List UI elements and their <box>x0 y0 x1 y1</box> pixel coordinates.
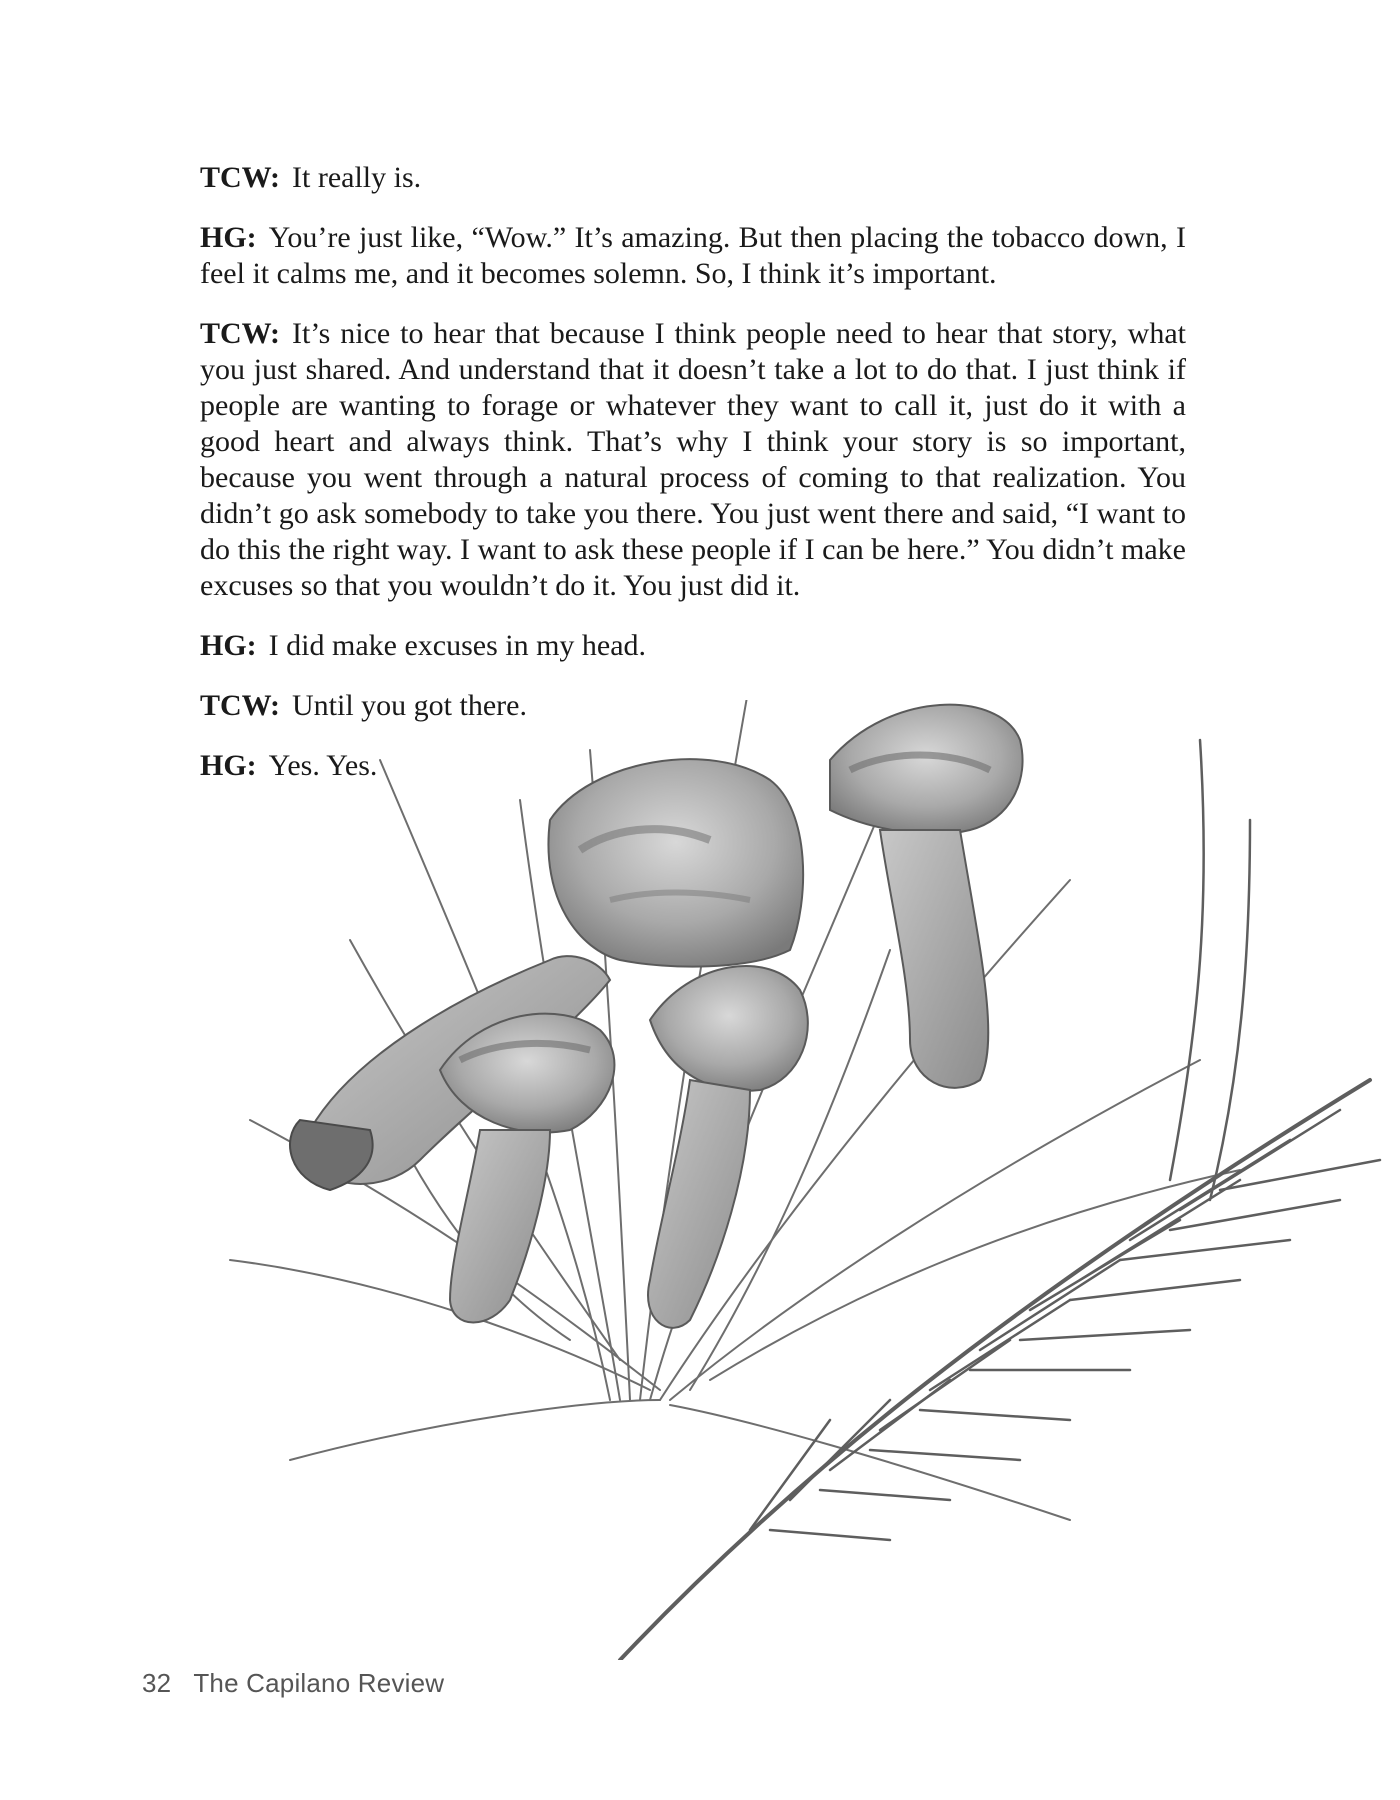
publication-title: The Capilano Review <box>193 1668 445 1698</box>
dialogue-paragraph <box>200 628 1186 664</box>
dialogue-paragraph <box>200 220 1186 292</box>
dialogue-text: It’s nice to hear that because I think people need to hear that story, what you just shared. And understand that it doesn’t take a lot to do that. I just think if people are wanting to forage or whatever they want to call it, just do it with a good heart and always think. That’s why I think your story is so important, because you went through a natural process of coming to that realization. You didn’t go ask somebody to take you there. You just went there and said, “I want to do this the right way. I want to ask these people if I can be here.” You didn’t make excuses so that you wouldn’t do it. You just did it. <box>200 317 1186 602</box>
dialogue-text: Yes. Yes. <box>268 749 378 782</box>
speaker-label: TCW: <box>200 161 281 194</box>
dialogue-paragraph <box>200 160 1186 196</box>
dialogue-text: I did make excuses in my head. <box>268 629 647 662</box>
speaker-label: TCW: <box>200 317 281 350</box>
page-footer <box>142 1668 444 1699</box>
dialogue-text: Until you got there. <box>292 689 527 722</box>
speaker-label: TCW: <box>200 689 281 722</box>
dialogue-text: It really is. <box>292 161 422 194</box>
speaker-label: HG: <box>200 749 257 782</box>
mushroom-right <box>830 705 1023 1088</box>
mushroom-front <box>440 1014 614 1323</box>
speaker-label: HG: <box>200 629 257 662</box>
dialogue-paragraph <box>200 316 1186 604</box>
speaker-label: HG: <box>200 221 257 254</box>
page-number: 32 <box>142 1668 172 1698</box>
mushroom-illustration <box>190 700 1400 1660</box>
dialogue-text: You’re just like, “Wow.” It’s amazing. But then placing the tobacco down, I feel it calms me, and it becomes solemn. So, I think it’s important. <box>200 221 1186 290</box>
